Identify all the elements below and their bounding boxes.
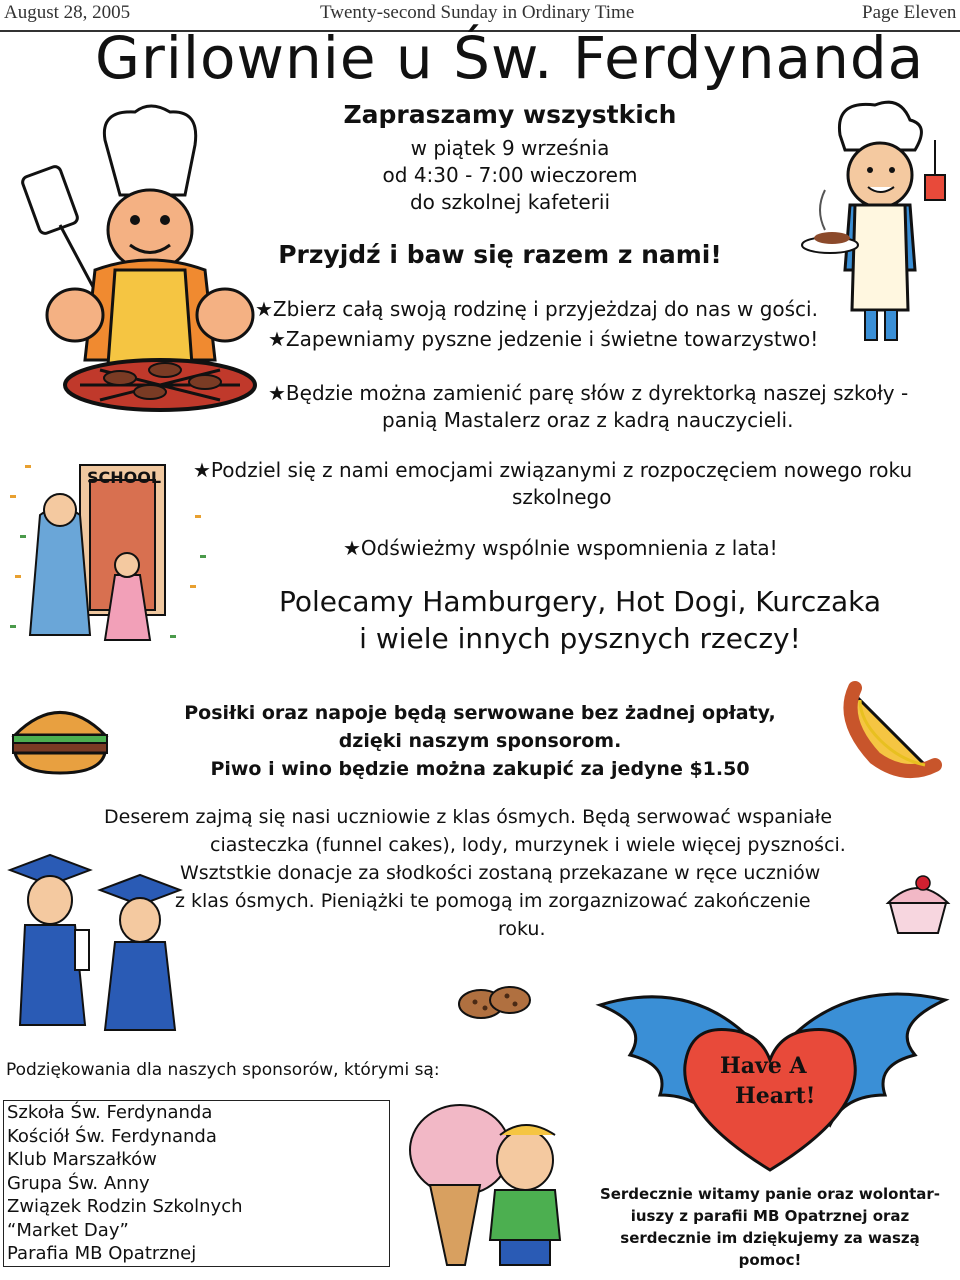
welcome-text (585, 1183, 955, 1271)
bullet-emotions: ★Podziel się z nami emocjami związanymi z rozpoczęciem nowego roku (193, 458, 913, 482)
sponsor-item: Parafia MB Opatrznej (7, 1243, 197, 1264)
dessert-line1: Deserem zajmą się nasi uczniowie z klas ósmych. Będą serwować wspaniałe (104, 806, 833, 828)
invite-place: do szkolnej kafeterii (409, 190, 611, 214)
cupcake-icon (878, 868, 958, 940)
recommend-line2: i wiele innych pysznych rzeczy! (359, 622, 801, 655)
bullet-summer: ★Odświeżmy wspólnie wspomnienia z lata! (343, 536, 778, 560)
grill-chef-illustration (20, 100, 280, 420)
invite-heading: Zapraszamy wszystkich (343, 100, 677, 129)
header-date: August 28, 2005 (4, 2, 131, 23)
invite-date: w piątek 9 września (410, 136, 610, 160)
welcome-line: iuszy z parafii MB Opatrznej oraz (630, 1207, 910, 1225)
dessert-line3: Wsztstkie donacje za słodkości zostaną przekazane w ręce uczniów (180, 862, 821, 884)
free-food-line2: dzięki naszym sponsorom. (338, 730, 622, 752)
welcome-line: pomoc! (738, 1251, 802, 1269)
dessert-line5: roku. (498, 918, 546, 940)
school-scene-illustration (5, 455, 215, 665)
bullet-director-cont: panią Mastalerz oraz z kadrą nauczycieli. (382, 408, 794, 432)
waitress-chef-illustration (800, 95, 960, 365)
cookies-icon (455, 982, 535, 1022)
sponsor-item: Szkoła Św. Ferdynanda (7, 1102, 213, 1123)
winged-heart-illustration (590, 985, 955, 1180)
bullet-emotions-cont: szkolnego (512, 485, 612, 509)
sponsor-item: Kościół Św. Ferdynanda (7, 1125, 217, 1147)
page-title: Grilownie u Św. Ferdynanda (95, 24, 925, 92)
bullet-director: ★Będzie można zamienić parę słów z dyrektorką naszej szkoły - (268, 381, 909, 405)
dessert-line2: ciasteczka (funnel cakes), lody, murzynek i wiele więcej pyszności. (210, 834, 846, 856)
hotdog-icon (830, 680, 945, 785)
school-sign: SCHOOL (87, 468, 162, 487)
sponsors-box (3, 1100, 390, 1267)
bullet-family: ★Zbierz całą swoją rodzinę i przyjeżdzaj do nas w gości. (255, 297, 818, 321)
invite-time: od 4:30 - 7:00 wieczorem (382, 163, 638, 187)
sponsor-item: Związek Rodzin Szkolnych (7, 1196, 243, 1217)
welcome-line: serdecznie im dziękujemy za waszą (620, 1229, 920, 1247)
sponsor-item: “Market Day” (7, 1219, 129, 1241)
recommend-line1: Polecamy Hamburgery, Hot Dogi, Kurczaka (278, 585, 882, 618)
hamburger-icon (5, 695, 115, 780)
heart-text-line2: Heart! (735, 1083, 816, 1109)
free-food-line3: Piwo i wino będzie można zakupić za jedyne $1.50 (210, 758, 750, 780)
icecream-kid-illustration (405, 1090, 575, 1275)
graduates-illustration (5, 830, 190, 1040)
bullet-food: ★Zapewniamy pyszne jedzenie i świetne towarzystwo! (268, 327, 819, 351)
sponsors-heading: Podziękowania dla naszych sponsorów, którymi są: (6, 1060, 440, 1080)
subheading: Przyjdź i baw się razem z nami! (278, 240, 722, 269)
sponsor-item: Grupa Św. Anny (7, 1172, 150, 1194)
header-occasion: Twenty-second Sunday in Ordinary Time (320, 2, 635, 23)
sponsor-item: Klub Marszałków (7, 1149, 157, 1170)
free-food-line1: Posiłki oraz napoje będą serwowane bez żadnej opłaty, (184, 702, 776, 724)
heart-text-line1: Have A (720, 1053, 807, 1079)
welcome-line: Serdecznie witamy panie oraz wolontar- (599, 1185, 941, 1203)
header-page: Page Eleven (862, 2, 957, 23)
dessert-line4: z klas ósmych. Pieniążki te pomogą im zorgaznizować zakończenie (175, 890, 811, 912)
